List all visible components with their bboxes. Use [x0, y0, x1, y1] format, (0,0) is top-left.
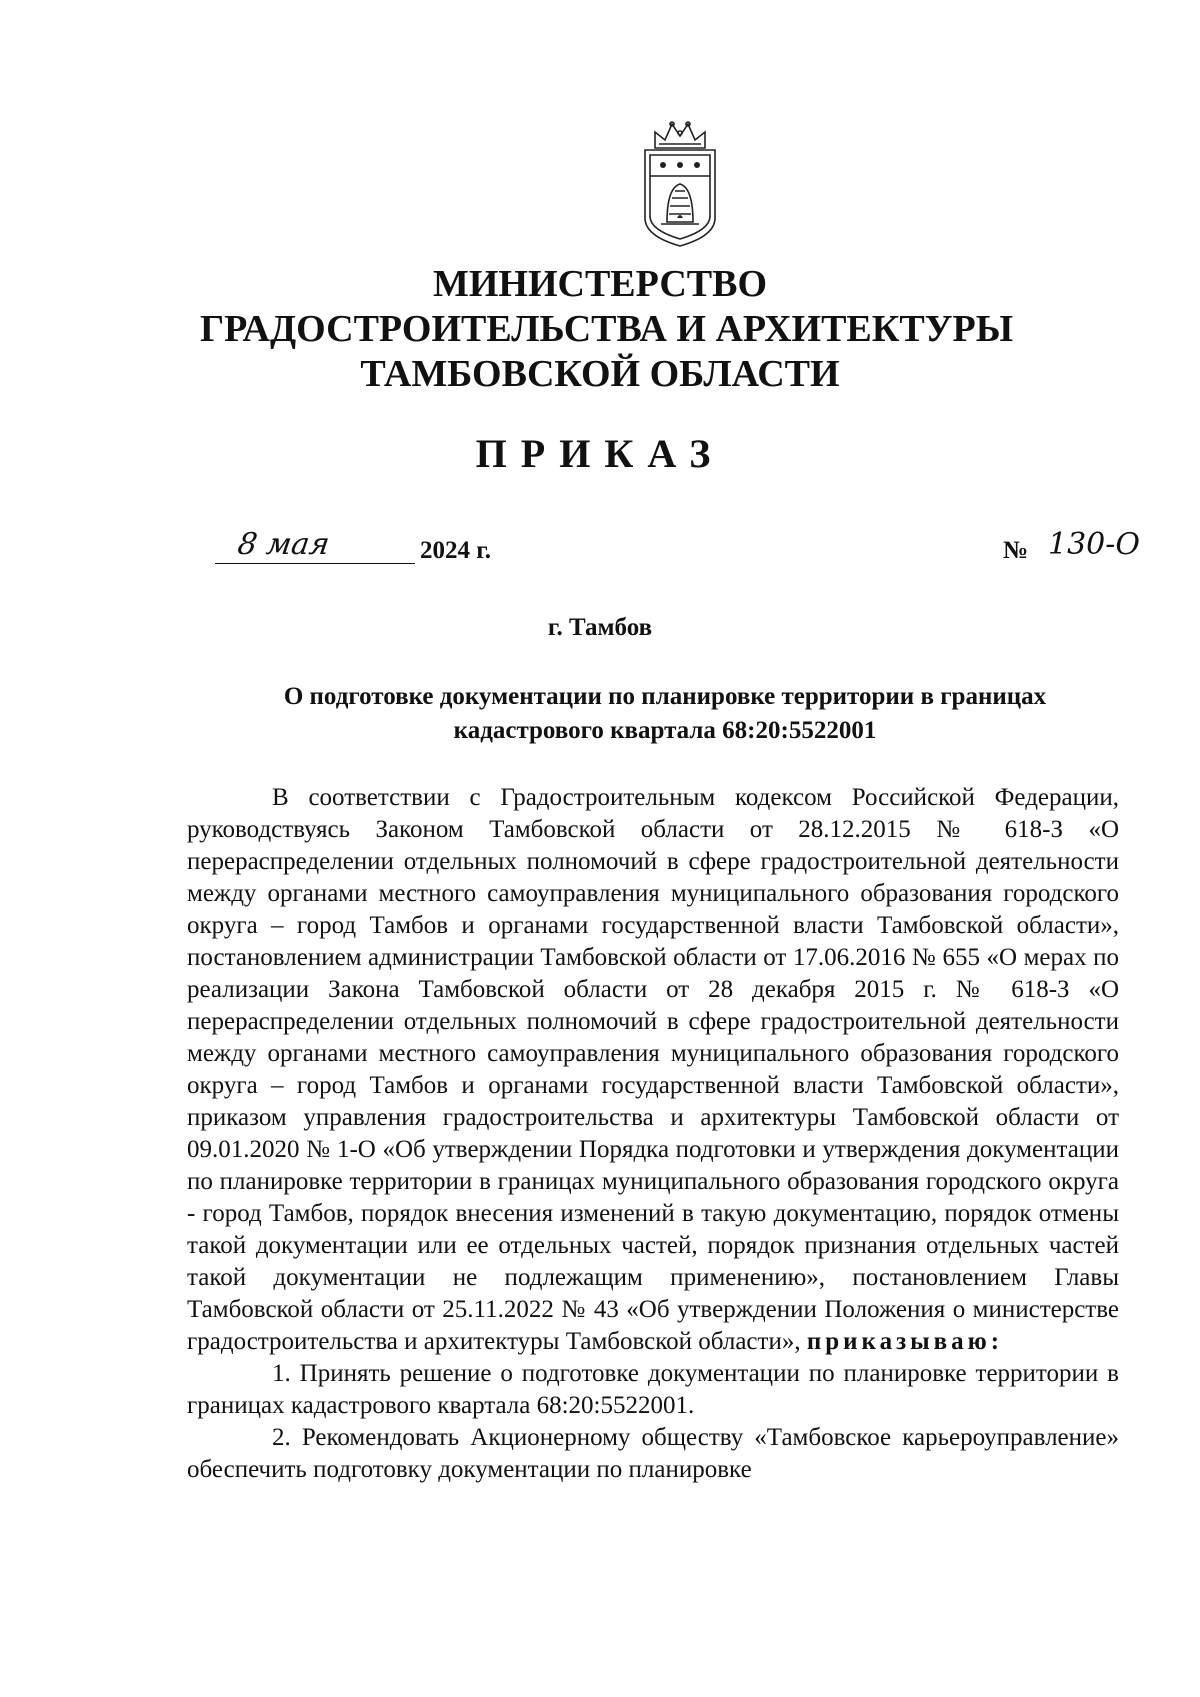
ministry-name	[200, 262, 1014, 397]
date-underline	[215, 563, 415, 564]
document-type-title: ПРИКАЗ	[475, 431, 725, 476]
order-body	[187, 782, 1119, 1486]
ministry-line-1: МИНИСТЕРСТВО	[432, 263, 768, 305]
order-item-2: 2. Рекомендовать Акционерному обществу «Тамбовское карьероуправление» обеспечить подготовку документации по планировке	[187, 1424, 1119, 1483]
city-name: г. Тамбов	[547, 614, 653, 641]
order-subject	[200, 680, 1130, 748]
preamble-text: В соответствии с Градостроительным кодексом Российской Федерации, руководствуясь Законом Тамбовской области от 28.12.2015 № 618-З «О перераспределении отдельных полномочий в сфере градостроительной деятельности между органами местного самоуправления муниципального образования городского округа – город Тамбов и органами государственной власти Тамбовской области», постановлением администрации Тамбовской области от 17.06.2016 № 655 «О мерах по реализации Закона Тамбовской области от 28 декабря 2015 г. № 618-З «О перераспределении отдельных полномочий в сфере градостроительной деятельности между органами местного самоуправления муниципального образования городского округа – город Тамбов и органами государственной власти Тамбовской области», приказом управления градостроительства и архитектуры Тамбовской области от 09.01.2020 № 1-О «Об утверждении Порядка подготовки и утверждения документации по планировке территории в границах муниципального образования городского округа - город Тамбов, порядок внесения изменений в такую документацию, порядок отмены такой документации или ее отдельных частей, порядок признания отдельных частей такой документации не подлежащим применению», постановлением Главы Тамбовской области от 25.11.2022 № 43 «Об утверждении Положения о министерстве градостроительства и архитектуры Тамбовской области»,	[187, 784, 1119, 1355]
order-command: приказываю:	[806, 1328, 1004, 1355]
handwritten-date: 8 мая	[235, 527, 332, 562]
document-year: 2024 г.	[420, 537, 492, 564]
handwritten-document-number: 130-О	[1048, 527, 1140, 562]
preamble-paragraph	[187, 782, 1119, 1358]
tambov-coat-of-arms-icon	[635, 118, 725, 250]
ministry-line-2: ГРАДОСТРОИТЕЛЬСТВА И АРХИТЕКТУРЫ	[200, 308, 1014, 350]
order-item-1: 1. Принять решение о подготовке документации по планировке территории в границах кадастрового квартала 68:20:5522001.	[187, 1360, 1119, 1419]
ministry-line-3: ТАМБОВСКОЙ ОБЛАСТИ	[360, 353, 840, 395]
subject-line-2: кадастрового квартала 68:20:5522001	[453, 717, 877, 744]
subject-line-1: О подготовке документации по планировке территории в границах	[283, 683, 1047, 710]
number-label: №	[1003, 537, 1029, 564]
